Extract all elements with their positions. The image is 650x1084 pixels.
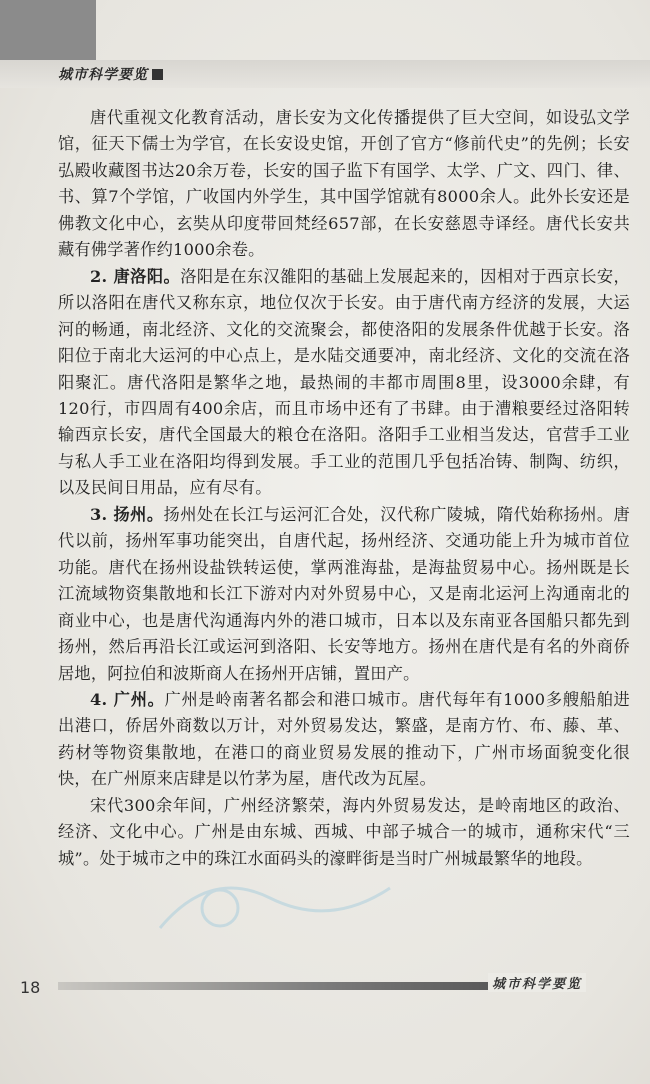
paragraph-text: 广州是岭南著名都会和港口城市。唐代每年有1000多艘船舶进出港口，侨居外商数以万计，对外贸易发达，繁盛，是南方竹、布、藤、革、药材等物资集散地，在港口的商业贸易发展的推动下，广州市场面貌变化很快，在广州原来店肆是以竹茅为屋，唐代改为瓦屋。 [58, 689, 630, 789]
paragraph-2 [58, 264, 630, 502]
footer-title: 城市科学要览 [488, 973, 586, 992]
running-head-text: 城市科学要览 [58, 67, 148, 83]
square-mark-icon [152, 69, 163, 80]
running-head [58, 64, 163, 84]
footer-rule [58, 982, 510, 990]
paragraph-1 [58, 105, 630, 264]
body-text [58, 105, 630, 872]
section-heading-luoyang: 2. 唐洛阳。 [90, 266, 181, 286]
page-number: 18 [20, 978, 41, 997]
section-heading-guangzhou: 4. 广州。 [90, 689, 165, 709]
paragraph-text: 扬州处在长江与运河汇合处，汉代称广陵城，隋代始称扬州。唐代以前，扬州军事功能突出，自唐代起，扬州经济、交通功能上升为城市首位功能。唐代在扬州设盐铁转运使，掌两淮海盐，是海盐贸易中心。扬州既是长江流域物资集散地和长江下游对内对外贸易中心，又是南北运河上沟通南北的商业中心，也是唐代沟通海内外的港口城市，日本以及东南亚各国船只都先到扬州，然后再沿长江或运河到洛阳、长安等地方。扬州在唐代是有名的外商侨居地，阿拉伯和波斯商人在扬州开店铺，置田产。 [58, 504, 630, 683]
paragraph-text: 唐代重视文化教育活动，唐长安为文化传播提供了巨大空间，如设弘文学馆，征天下儒士为学官，在长安设史馆，开创了官方“修前代史”的先例；长安弘殿收藏图书达20余万卷，长安的国子监下有国学、太学、广文、四门、律、书、算7个学馆，广收国内外学生，其中国学馆就有8000余人。此外长安还是佛教文化中心，玄奘从印度带回梵经657部，在长安慈恩寺译经。唐代长安共藏有佛学著作约1000余卷。 [58, 108, 630, 260]
paragraph-text: 洛阳是在东汉雒阳的基础上发展起来的，因相对于西京长安，所以洛阳在唐代又称东京，地位仅次于长安。由于唐代南方经济的发展，大运河的畅通，南北经济、文化的交流聚会，都使洛阳的发展条件优越于长安。洛阳位于南北大运河的中心点上，是水陆交通要冲，南北经济、文化的交流在洛阳聚汇。唐代洛阳是繁华之地，最热闹的丰都市周围8里，设3000余肆，有120行，市四周有400余店，而且市场中还有了书肆。由于漕粮要经过洛阳转输西京长安，唐代全国最大的粮仓在洛阳。洛阳手工业相当发达，官营手工业与私人手工业在洛阳均得到发展。手工业的范围几乎包括冶铸、制陶、纺织，以及民间日用品，应有尽有。 [58, 266, 630, 498]
paragraph-3 [58, 502, 630, 687]
paragraph-4 [58, 687, 630, 793]
paragraph-text: 宋代300余年间，广州经济繁荣，海内外贸易发达，是岭南地区的政治、经济、文化中心。广州是由东城、西城、中部子城合一的城市，通称宋代“三城”。处于城市之中的珠江水面码头的濠畔街是当时广州城最繁华的地段。 [58, 795, 630, 868]
corner-block [0, 0, 96, 60]
paragraph-5 [58, 793, 630, 872]
section-heading-yangzhou: 3. 扬州。 [90, 504, 164, 524]
